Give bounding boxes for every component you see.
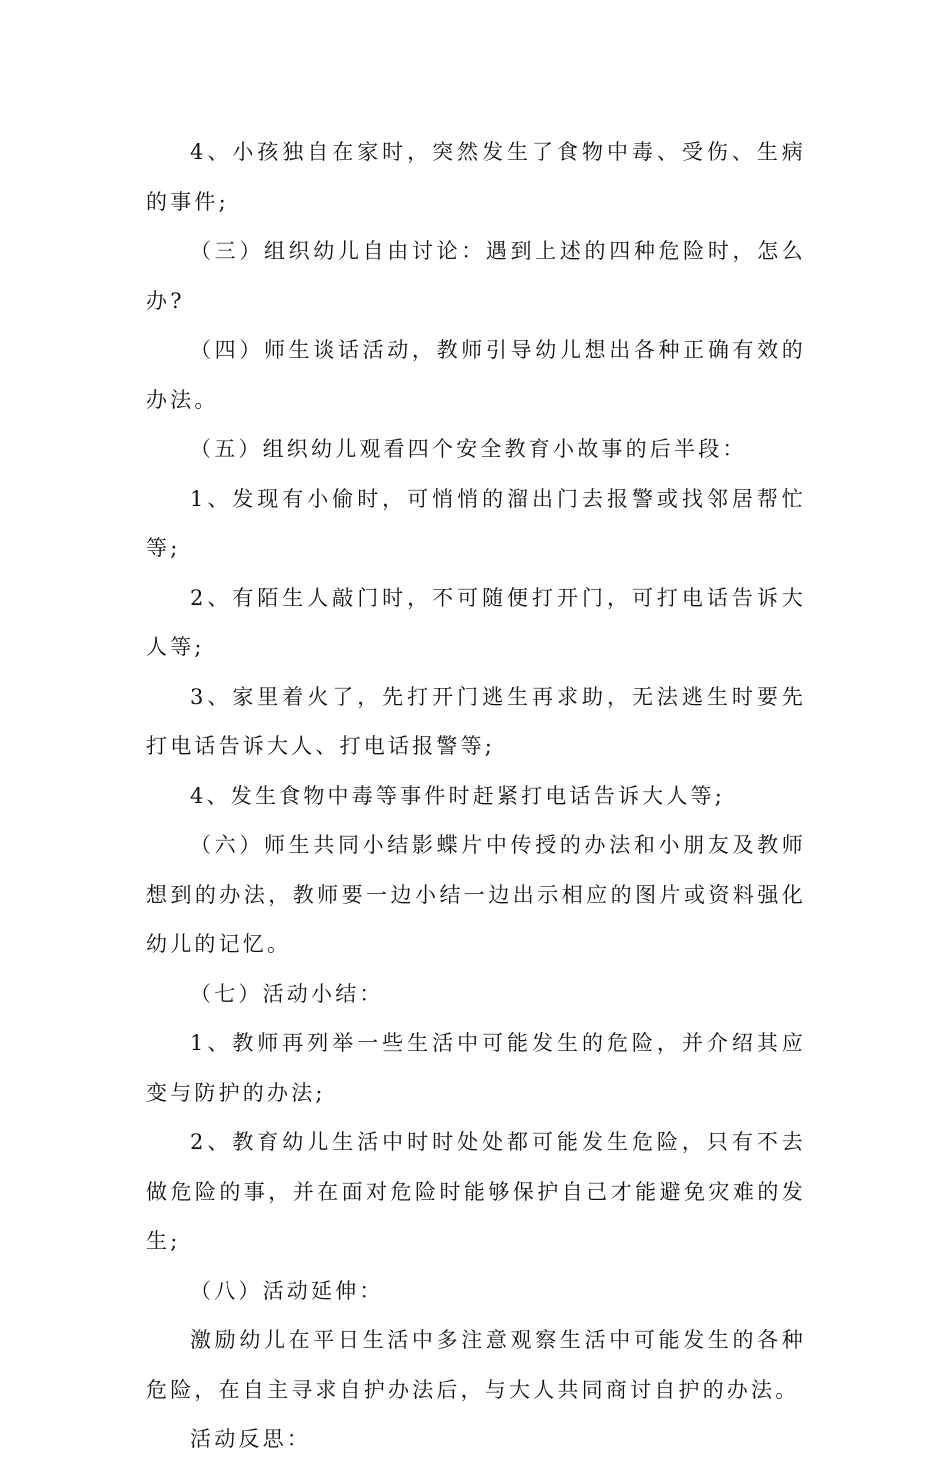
paragraph-story-answer-2: 2、有陌生人敲门时，不可随便打开门，可打电话告诉大人等;	[146, 585, 806, 659]
paragraph-story-answer-4: 4、发生食物中毒等事件时赶紧打电话告诉大人等;	[190, 783, 726, 808]
paragraph-step-8-heading: （八）活动延伸：	[190, 1278, 384, 1303]
paragraph-step-3-discussion: （三）组织幼儿自由讨论：遇到上述的四种危险时，怎么办?	[146, 239, 806, 313]
paragraph-step-5-stories: （五）组织幼儿观看四个安全教育小故事的后半段：	[190, 437, 747, 461]
paragraph-incident-case-4: 4、小孩独自在家时，突然发生了食物中毒、受伤、生病的事件;	[146, 140, 806, 214]
paragraph-story-answer-1: 1、发现有小偷时，可悄悄的溜出门去报警或找邻居帮忙等;	[146, 486, 806, 560]
paragraph-reflection-heading: 活动反思：	[190, 1427, 311, 1451]
paragraph-extension: 激励幼儿在平日生活中多注意观察生活中可能发生的各种危险，在自主寻求自护办法后，与大人共同商讨自护的办法。	[146, 1328, 806, 1402]
paragraph-summary-item-1: 1、教师再列举一些生活中可能发生的危险，并介绍其应变与防护的办法;	[146, 1031, 806, 1105]
paragraph-story-answer-3: 3、家里着火了，先打开门逃生再求助，无法逃生时要先打电话告诉大人、打电话报警等;	[146, 684, 806, 758]
document-body	[146, 128, 806, 1465]
paragraph-step-4-talk: （四）师生谈话活动，教师引导幼儿想出各种正确有效的办法。	[146, 338, 806, 412]
paragraph-step-6-summary: （六）师生共同小结影蝶片中传授的办法和小朋友及教师想到的办法，教师要一边小结一边出示相应的图片或资料强化幼儿的记忆。	[146, 833, 806, 956]
paragraph-summary-item-2: 2、教育幼儿生活中时时处处都可能发生危险，只有不去做危险的事，并在面对危险时能够保护自己才能避免灾难的发生;	[146, 1130, 806, 1253]
paragraph-step-7-heading: （七）活动小结：	[190, 981, 384, 1006]
